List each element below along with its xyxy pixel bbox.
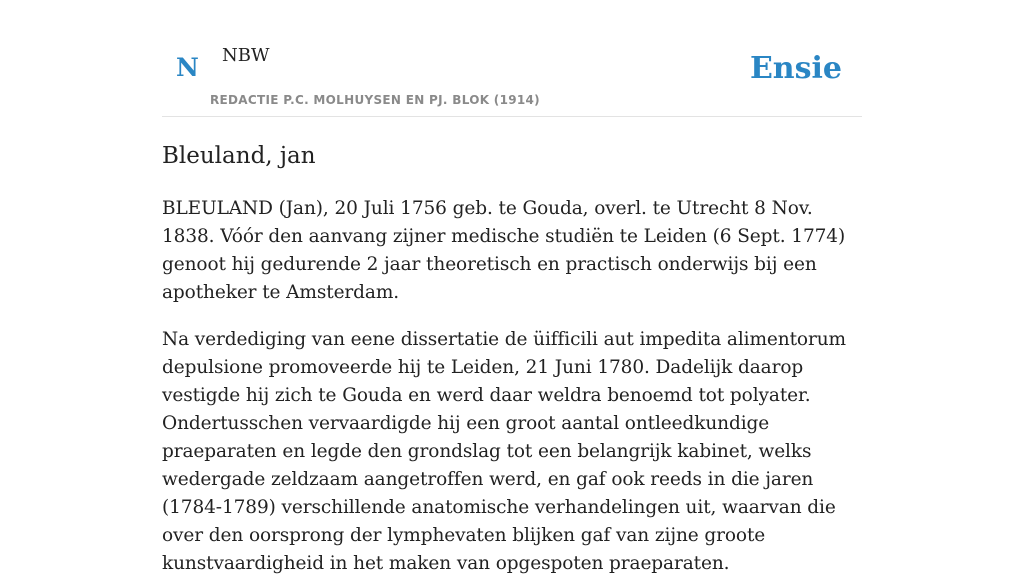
article-paragraph: BLEULAND (Jan), 20 Juli 1756 geb. te Gouda, overl. te Utrecht 8 Nov. 1838. Vóór den aanvang zijner medische studiën te Leiden (6 Sept. 1774) genoot hij gedurende 2 jaar theoretisch en practisch onderwijs bij een apotheker te Amsterdam. [162, 198, 846, 303]
page [162, 0, 862, 578]
source-subtitle: REDACTIE P.C. MOLHUYSEN EN PJ. BLOK (1914) [210, 93, 540, 107]
header [162, 0, 862, 117]
article-paragraph: Na verdediging van eene dissertatie de üifficili aut impedita alimentorum depulsione promoveerde hij te Leiden, 21 Juni 1780. Dadelijk daarop vestigde hij zich te Gouda en werd daar weldra benoemd tot polyater. Ondertusschen vervaardigde hij een groot aantal ontleedkundige praeparaten en legde den grondslag tot een belangrijk kabinet, welks wedergade zeldzaam aangetroffen werd, en gaf ook reeds in die jaren (1784-1789) verschillende anatomische verhandelingen uit, waarvan die over den oorsprong der lymphevaten blijken gaf van zijne groote kunstvaardigheid in het maken van opgespoten praeparaten. [162, 329, 846, 574]
article-title: Bleuland, jan [162, 143, 316, 169]
source-name[interactable]: NBW [222, 45, 270, 66]
source-logo[interactable]: N [176, 53, 199, 82]
brand-logo[interactable]: Ensie [749, 51, 842, 86]
